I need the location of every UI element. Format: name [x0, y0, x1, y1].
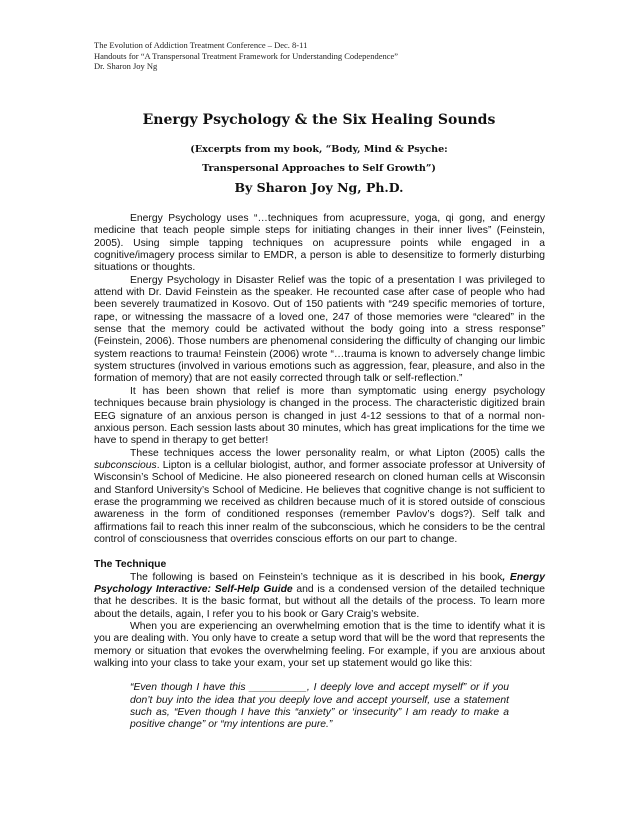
page-header — [94, 40, 398, 72]
book-title: , Energy Psychology Interactive: Self-Help Guide — [94, 571, 545, 595]
document-title: Energy Psychology & the Six Healing Sounds — [142, 112, 496, 128]
document-body — [94, 213, 545, 732]
paragraph-subconscious — [94, 448, 545, 547]
header-author: Dr. Sharon Joy Ng — [94, 61, 158, 71]
header-conference: The Evolution of Addiction Treatment Conference – Dec. 8-11 — [94, 40, 308, 50]
paragraph-subconscious-part1: These techniques access the lower personality realm, or what Lipton (2005) calls the — [130, 447, 545, 459]
setup-statement-quote: “Even though I have this __________, I deeply love and accept myself” or if you don’t buy into the idea that you deeply love and accept yourself, use a statement such as, “Even though I have this “anxiety” or ‘insecurity” I am ready to make a positive change” or “my intentions are pure.” — [130, 682, 509, 731]
paragraph-setup-word: When you are experiencing an overwhelming emotion that is the time to identify what it is you are dealing with. You only have to create a setup word that will be the word that represents the memory or situation that evokes the overwhelming feeling. For example, if you are anxious about walking into your class to take your exam, your set up statement would go like this: — [94, 621, 545, 670]
subtitle-line-2: Transpersonal Approaches to Self Growth”) — [202, 163, 436, 174]
paragraph-subconscious-part2: . Lipton is a cellular biologist, author, and former associate professor at University of Wisconsin’s School of Medicine. He also pioneered research on cloned human cells at Wisconsin and Stanford University’s School of Medicine. He believes that cognitive change is not sufficient to erase the programming we received as children because much of it is stored outside of conscious awareness in the form of conditioned responses (remember Pavlov’s dogs?). Self talk and affirmations fail to reach this inner realm of the subconscious, which he considers to be the central control of consciousness that overrides conscious efforts on our part to change. — [94, 459, 545, 545]
header-handout: Handouts for “A Transpersonal Treatment Framework for Understanding Codependence” — [94, 50, 399, 61]
paragraph-intro: Energy Psychology uses “…techniques from acupressure, yoga, qi gong, and energy medicine that teach people simple steps for initiating changes in their inner lives” (Feinstein, 2005). Using simple tapping techniques on acupressure points while engaged in a cognitive/imagery process similar to EMDR, a person is able to desensitize to formerly disturbing situations or thoughts. — [94, 213, 545, 274]
subtitle-line-1: (Excerpts from my book, “Body, Mind & Psyche: — [190, 144, 448, 155]
subconscious-term: subconscious — [94, 459, 157, 471]
paragraph-technique-part2: and is a condensed version of the detailed technique that he describes. It is the basic format, but without all the details of the process. To learn more about the details, again, I refer you to his book or Gary Craig’s website. — [94, 583, 545, 620]
paragraph-brain-physiology: It has been shown that relief is more than symptomatic using energy psychology techniques because brain physiology is changed in the process. The characteristic digitized brain EEG signature of an anxious person is changed in just 4-12 sessions to that of a normal non-anxious person. Each session lasts about 30 minutes, which has great implications for the time we have to spend in therapy to get better! — [94, 385, 545, 447]
author-byline: By Sharon Joy Ng, Ph.D. — [234, 180, 404, 195]
paragraph-disaster-relief: Energy Psychology in Disaster Relief was the topic of a presentation I was privileged to attend with Dr. David Feinstein as the speaker. He recounted case after case of people who had been severely traumatized in Kosovo. Out of 150 patients with “249 specific memories of torture, rape, or witnessing the massacre of a loved one, 247 of those memories were “cleared” in the sense that the memory could be activated without the body going into a stress response” (Feinstein, 2006). Those numbers are phenomenal considering the difficulty of changing our limbic system reactions to trauma! Feinstein (2006) wrote “…trauma is known to adversely change limbic system structures (involved in various emotions such as aggression, fear, pleasure, and also in the formation of memory) that are not easily corrected through talk or self-reflection.” — [94, 274, 545, 385]
paragraph-technique — [94, 572, 545, 621]
section-heading-technique: The Technique — [94, 559, 167, 571]
paragraph-technique-part1: The following is based on Feinstein’s technique as it is described in his book — [130, 571, 503, 583]
